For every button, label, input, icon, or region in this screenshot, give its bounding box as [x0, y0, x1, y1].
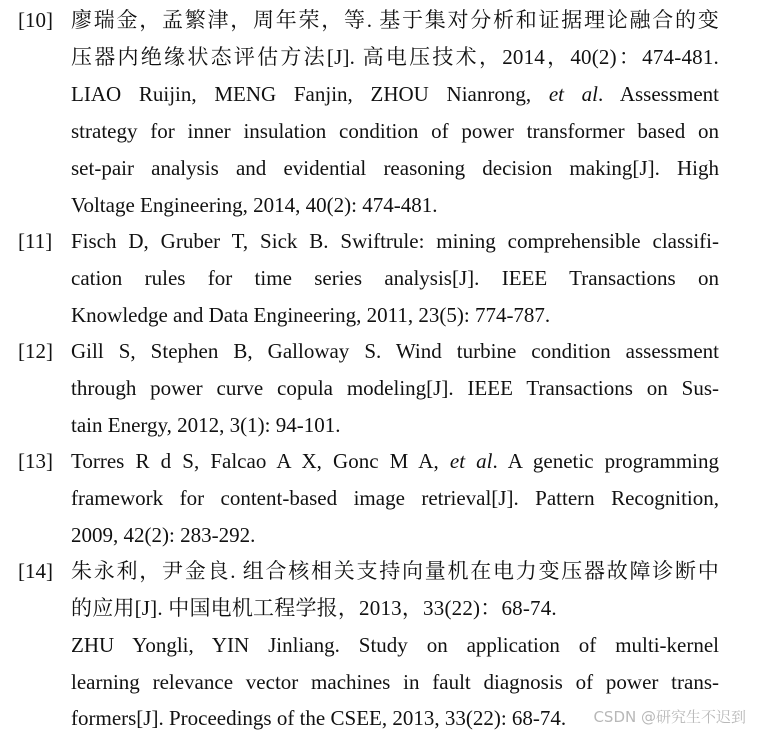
reference-line: 的应用[J]. 中国电机工程学报，2013，33(22)：68-74.: [71, 596, 557, 620]
reference-line: 压器内绝缘状态评估方法[J]. 高电压技术，2014，40(2)：474-481.: [71, 45, 719, 69]
reference-line: strategy for inner insulation condition of power transformer based on: [71, 119, 719, 143]
reference-line: Knowledge and Data Engineering, 2011, 23(5): 774-787.: [71, 303, 551, 327]
reference-line: Gill S, Stephen B, Galloway S. Wind turbine condition assessment: [71, 339, 719, 363]
reference-line: set-pair analysis and evidential reasoning decision making[J]. High: [71, 156, 719, 180]
reference-line: cation rules for time series analysis[J]. IEEE Transactions on: [71, 266, 719, 290]
reference-line: 2009, 42(2): 283-292.: [71, 523, 256, 547]
reference-line: Fisch D, Gruber T, Sick B. Swiftrule: mining comprehensible classifi-: [71, 229, 719, 253]
reference-line-with-etal: LIAO Ruijin, MENG Fanjin, ZHOU Nianrong, et al. Assessment: [71, 82, 719, 106]
reference-line: formers[J]. Proceedings of the CSEE, 2013, 33(22): 68-74.: [71, 706, 567, 730]
reference-number: [14]: [18, 559, 53, 583]
reference-line: Voltage Engineering, 2014, 40(2): 474-481.: [71, 193, 438, 217]
reference-line: through power curve copula modeling[J]. IEEE Transactions on Sus-: [71, 376, 719, 400]
reference-number: [11]: [18, 229, 53, 253]
reference-line: framework for content-based image retrieval[J]. Pattern Recognition,: [71, 486, 719, 510]
reference-line: learning relevance vector machines in fault diagnosis of power trans-: [71, 670, 719, 694]
reference-line: tain Energy, 2012, 3(1): 94-101.: [71, 413, 341, 437]
reference-line: 朱永利，尹金良. 组合核相关支持向量机在电力变压器故障诊断中: [71, 559, 719, 583]
watermark: CSDN @研究生不迟到: [593, 708, 746, 726]
reference-number: [12]: [18, 339, 53, 363]
reference-line-with-etal: Torres R d S, Falcao A X, Gonc M A, et al. A genetic programming: [71, 449, 719, 473]
reference-number: [13]: [18, 449, 53, 473]
reference-line: 廖瑞金，孟繁津，周年荣，等. 基于集对分析和证据理论融合的变: [71, 8, 719, 32]
reference-line: ZHU Yongli, YIN Jinliang. Study on application of multi-kernel: [71, 633, 719, 657]
reference-number: [10]: [18, 8, 53, 32]
